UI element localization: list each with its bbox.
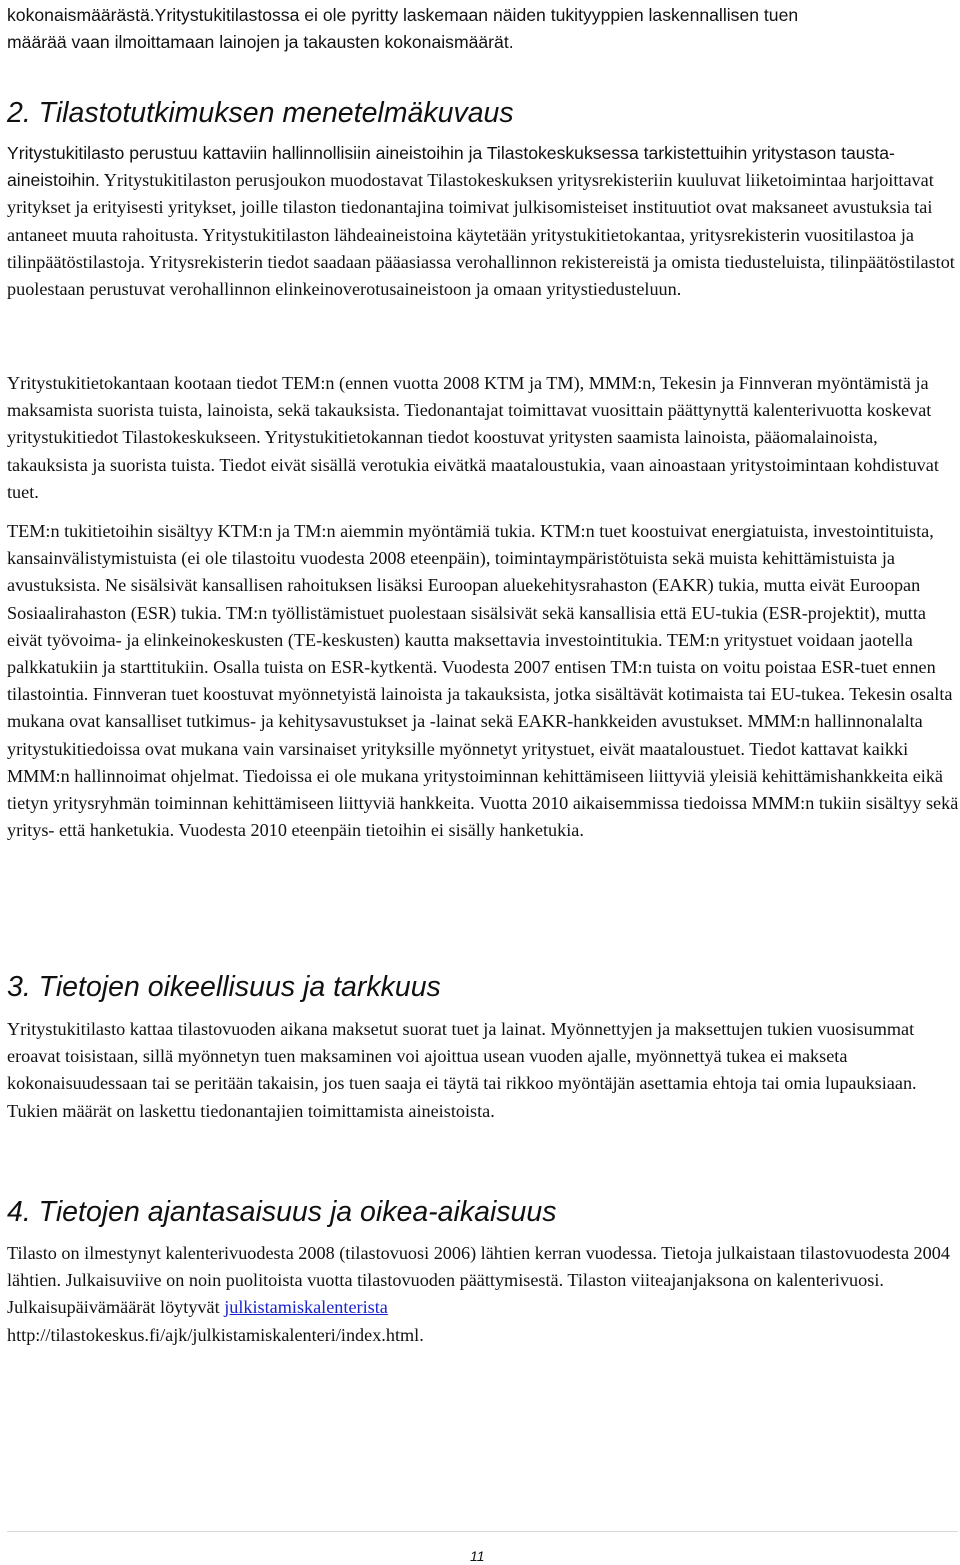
section-2-paragraph-3: TEM:n tukitietoihin sisältyy KTM:n ja TM:n aiemmin myöntämiä tukia. KTM:n tuet koostuivat energiatuista, investointituista, kansainvälistymistuista (ei ole tilastoitu vuodesta 2008 eteenpäin), toimintaympäristötuista sekä muista kehittämistuista ja avustuksista. Ne sisälsivät kansallisen rahoituksen lisäksi Euroopan aluekehitysrahaston (EAKR) tukia, mutta eivät Euroopan Sosiaalirahaston (ESR) tukia. TM:n työllistämistuet puolestaan sisälsivät sekä kansallisia että EU-tukia (ESR-projektit), mutta eivät työvoima- ja elinkeinokeskusten (TE-keskusten) kautta maksettavia investointitukia. TEM:n yritystuet voidaan jaotella palkkatukiin ja starttitukiin. Osalla tuista on ESR-kytkentä. Vuodesta 2007 entisen TM:n tuista on voitu poistaa ESR-tuet ennen tilastointia. Finnveran tuet koostuvat myönnetyistä lainoista ja takauksista, jotka sisältävät kotimaista tai EU-tukea. Tekesin osalta mukana ovat kansalliset tutkimus- ja kehitysavustukset ja -lainat sekä EAKR-hankkeiden avustukset. MMM:n hallinnonalalta yritystukitiedoissa ovat mukana vain varsinaiset yrityksille myönnetyt yritystuet, eivät maataloustuet. Tiedot kattavat kaikki MMM:n hallinnoimat ohjelmat. Tiedoissa ei ole mukana yritystoiminnan kehittämiseen liittyviä yleisiä kehittämishankkeita eikä tietyn yritysryhmän toiminnan kehittämiseen liittyviä hankkeita. Vuotta 2010 aikaisemmissa tiedoissa MMM:n tukiin sisältyy sekä yritys- että hanketukia. Vuodesta 2010 eteenpäin tietoihin ei sisälly hanketukia. [7,521,959,841]
section-2-heading: 2. Tilastotutkimuksen menetelmäkuvaus [7,97,514,129]
section-3-heading: 3. Tietojen oikeellisuus ja tarkkuus [7,971,441,1003]
continued-line-2: määrää vaan ilmoittamaan lainojen ja takausten kokonaismäärät. [7,32,514,52]
section-3-paragraph: Yritystukitilasto kattaa tilastovuoden aikana maksetut suorat tuet ja lainat. Myönnettyjen ja maksettujen tukien vuosisummat eroavat toisistaan, sillä myönnetyn tuen maksaminen voi ajoittua usean vuoden ajalle, myönnettyä tukea ei makseta kokonaisuudessaan tai se peritään takaisin, jos tuen saaja ei täytä tai rikkoo myöntäjän asettamia ehtoja tai omia lupauksiaan. Tukien määrät on laskettu tiedonantajien toimittamista aineistoista. [7,1019,917,1121]
section-2-paragraph-1 [7,140,959,303]
release-calendar-url: http://tilastokeskus.fi/ajk/julkistamiskalenteri/index.html. [7,1324,424,1345]
section-4-heading: 4. Tietojen ajantasaisuus ja oikea-aikaisuus [7,1196,557,1228]
section-4-paragraph [7,1240,959,1349]
continued-line-1: kokonaismäärästä.Yritystukitilastossa ei ole pyritty laskemaan näiden tukityyppien laskennallisen tuen [7,5,799,25]
footer-divider [7,1531,958,1532]
section-2-paragraph-1-rest: Yritystukitilaston perusjoukon muodostavat Tilastokeskuksen yritysrekisteriin kuuluvat liiketoimintaa harjoittavat yritykset ja erityisesti yritykset, joille tilaston tiedonantajina toimivat julkisomisteiset instituutiot ovat maksaneet avustuksia tai antaneet muuta rahoitusta. Yritystukitilaston lähdeaineistoina käytetään yritystukitietokantaa, yritysrekisterin vuositilastoa ja tilinpäätöstilastoja. Yritysrekisterin tiedot saadaan pääasiassa verohallinnon rekistereistä ja omista tiedusteluista, tilinpäätöstilastot puolestaan perustuvat verohallinnon elinkeinoverotusaineistoon ja omaan yritystiedusteluun. [7,170,955,300]
continued-paragraph [7,2,957,56]
section-2-paragraph-2: Yritystukitietokantaan kootaan tiedot TEM:n (ennen vuotta 2008 KTM ja TM), MMM:n, Tekesin ja Finnveran myöntämistä ja maksamista suorista tuista, lainoista, sekä takauksista. Tiedonantajat toimittavat vuosittain päättynyttä kalenterivuotta koskevat yritystukitiedot Tilastokeskukseen. Yritystukitietokannan tiedot koostuvat yritysten saamista lainoista, pääomalainoista, takauksista ja suorista tuista. Tiedot eivät sisällä verotukia eivätkä maataloustukia, vaan ainoastaan yritystoimintaan kohdistuvat tuet. [7,373,939,502]
section-4-text: Tilasto on ilmestynyt kalenterivuodesta 2008 (tilastovuosi 2006) lähtien kerran vuodessa. Tietoja julkaistaan tilastovuodesta 2004 lähtien. Julkaisuviive on noin puolitoista vuotta tilastovuoden päättymisestä. Tilaston viiteajanjaksona on kalenterivuosi. Julkaisupäivämäärät löytyvät [7,1243,950,1318]
section-2-intro: Yritystukitilasto perustuu kattaviin hallinnollisiin aineistoihin ja Tilastokeskuksessa tarkistettuihin yritystason tausta-aineistoihin. [7,143,895,191]
release-calendar-link[interactable]: julkistamiskalenterista [224,1297,388,1318]
page-number: 11 [470,1548,485,1564]
